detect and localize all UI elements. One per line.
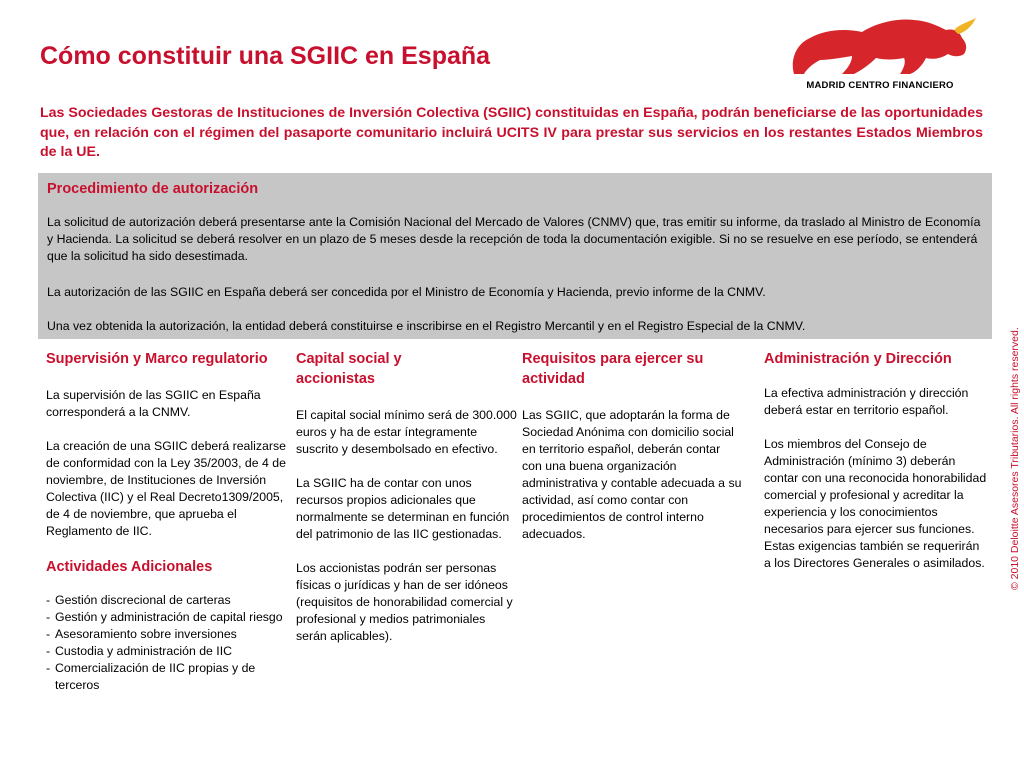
page-title: Cómo constituir una SGIIC en España <box>40 42 491 70</box>
list-item: - Custodia y administración de IIC <box>46 644 233 658</box>
actividades-title: Actividades Adicionales <box>46 559 213 575</box>
logo-text: MADRID CENTRO FINANCIERO <box>806 80 954 91</box>
procedimiento-paragraph: La autorización de las SGIIC en España deberá ser concedida por el Ministro de Economía y Hacienda, previo informe de la CNMV. <box>47 285 766 299</box>
actividades-list <box>46 592 286 694</box>
administracion-paragraph: Los miembros del Consejo de Administración (mínimo 3) deberán contar con una reconocida honorabilidad comercial y profesional y acreditar la experiencia y los conocimientos necesarios para ejercer sus funciones. Estas exigencias también se requerirán a los Directores Generales o asimilados. <box>764 437 987 570</box>
copyright-notice: © 2010 Deloitte Asesores Tributarios. All rights reserved. <box>1009 327 1021 590</box>
requisitos-title: Requisitos para ejercer su actividad <box>522 351 704 387</box>
administracion-column <box>764 349 988 572</box>
requisitos-paragraph: Las SGIIC, que adoptarán la forma de Sociedad Anónima con domicilio social en territorio español, deberán contar con una buena organización administrativa y contable adecuada a su actividad, así como contar con procedimientos de control interno adecuados. <box>522 408 742 541</box>
list-item: - Asesoramiento sobre inversiones <box>46 627 237 641</box>
capital-column <box>296 349 518 645</box>
procedimiento-paragraph: La solicitud de autorización deberá presentarse ante la Comisión Nacional del Mercado de Valores (CNMV) que, tras emitir su informe, da traslado al Ministro de Economía y Hacienda. La solicitud se deberá resolver en un plazo de 5 meses desde la recepción de toda la documentación exigible. Si no se resuelve en ese período, se entenderá que la solicitud ha sido desestimada. <box>47 215 981 263</box>
requisitos-column <box>522 349 742 543</box>
supervision-column <box>46 349 286 694</box>
capital-title: Capital social y accionistas <box>296 351 402 387</box>
procedimiento-paragraph: Una vez obtenida la autorización, la entidad deberá constituirse e inscribirse en el Registro Mercantil y en el Registro Especial de la CNMV. <box>47 319 806 333</box>
list-item: - Gestión discrecional de carteras <box>46 593 231 607</box>
list-item: - Gestión y administración de capital riesgo <box>46 610 283 624</box>
list-item: - Comercialización de IIC propias y de terceros <box>46 661 256 692</box>
intro-text: Las Sociedades Gestoras de Instituciones de Inversión Colectiva (SGIIC) constituidas en España, podrán beneficiarse de las oportunidades que, en relación con el régimen del pasaporte comunitario incluirá UCITS IV para prestar sus servicios en los restantes Estados Miembros de la UE. <box>40 105 983 160</box>
capital-paragraph: Los accionistas podrán ser personas físicas o jurídicas y han de ser idóneos (requisitos de honorabilidad comercial y profesional y medios patrimoniales serán aplicables). <box>296 561 513 643</box>
supervision-paragraph: La creación de una SGIIC deberá realizarse de conformidad con la Ley 35/2003, de 4 de noviembre, de Instituciones de Inversión Colectiva (IIC) y el Real Decreto1309/2005, de 4 de noviembre, que aprueba el Reglamento de IIC. <box>46 439 286 538</box>
bull-icon <box>788 14 978 80</box>
capital-paragraph: La SGIIC ha de contar con unos recursos propios adicionales que normalmente se determinan en función del patrimonio de las IIC gestionadas. <box>296 476 510 541</box>
capital-paragraph: El capital social mínimo será de 300.000 euros y ha de estar íntegramente suscrito y desembolsado en efectivo. <box>296 408 517 456</box>
supervision-paragraph: La supervisión de las SGIIC en España corresponderá a la CNMV. <box>46 388 261 419</box>
procedimiento-title: Procedimiento de autorización <box>47 181 259 197</box>
supervision-title: Supervisión y Marco regulatorio <box>46 351 268 367</box>
procedimiento-section <box>38 173 992 339</box>
administracion-title: Administración y Dirección <box>764 351 952 367</box>
administracion-paragraph: La efectiva administración y dirección deberá estar en territorio español. <box>764 386 969 417</box>
madrid-centro-financiero-logo <box>788 14 978 100</box>
